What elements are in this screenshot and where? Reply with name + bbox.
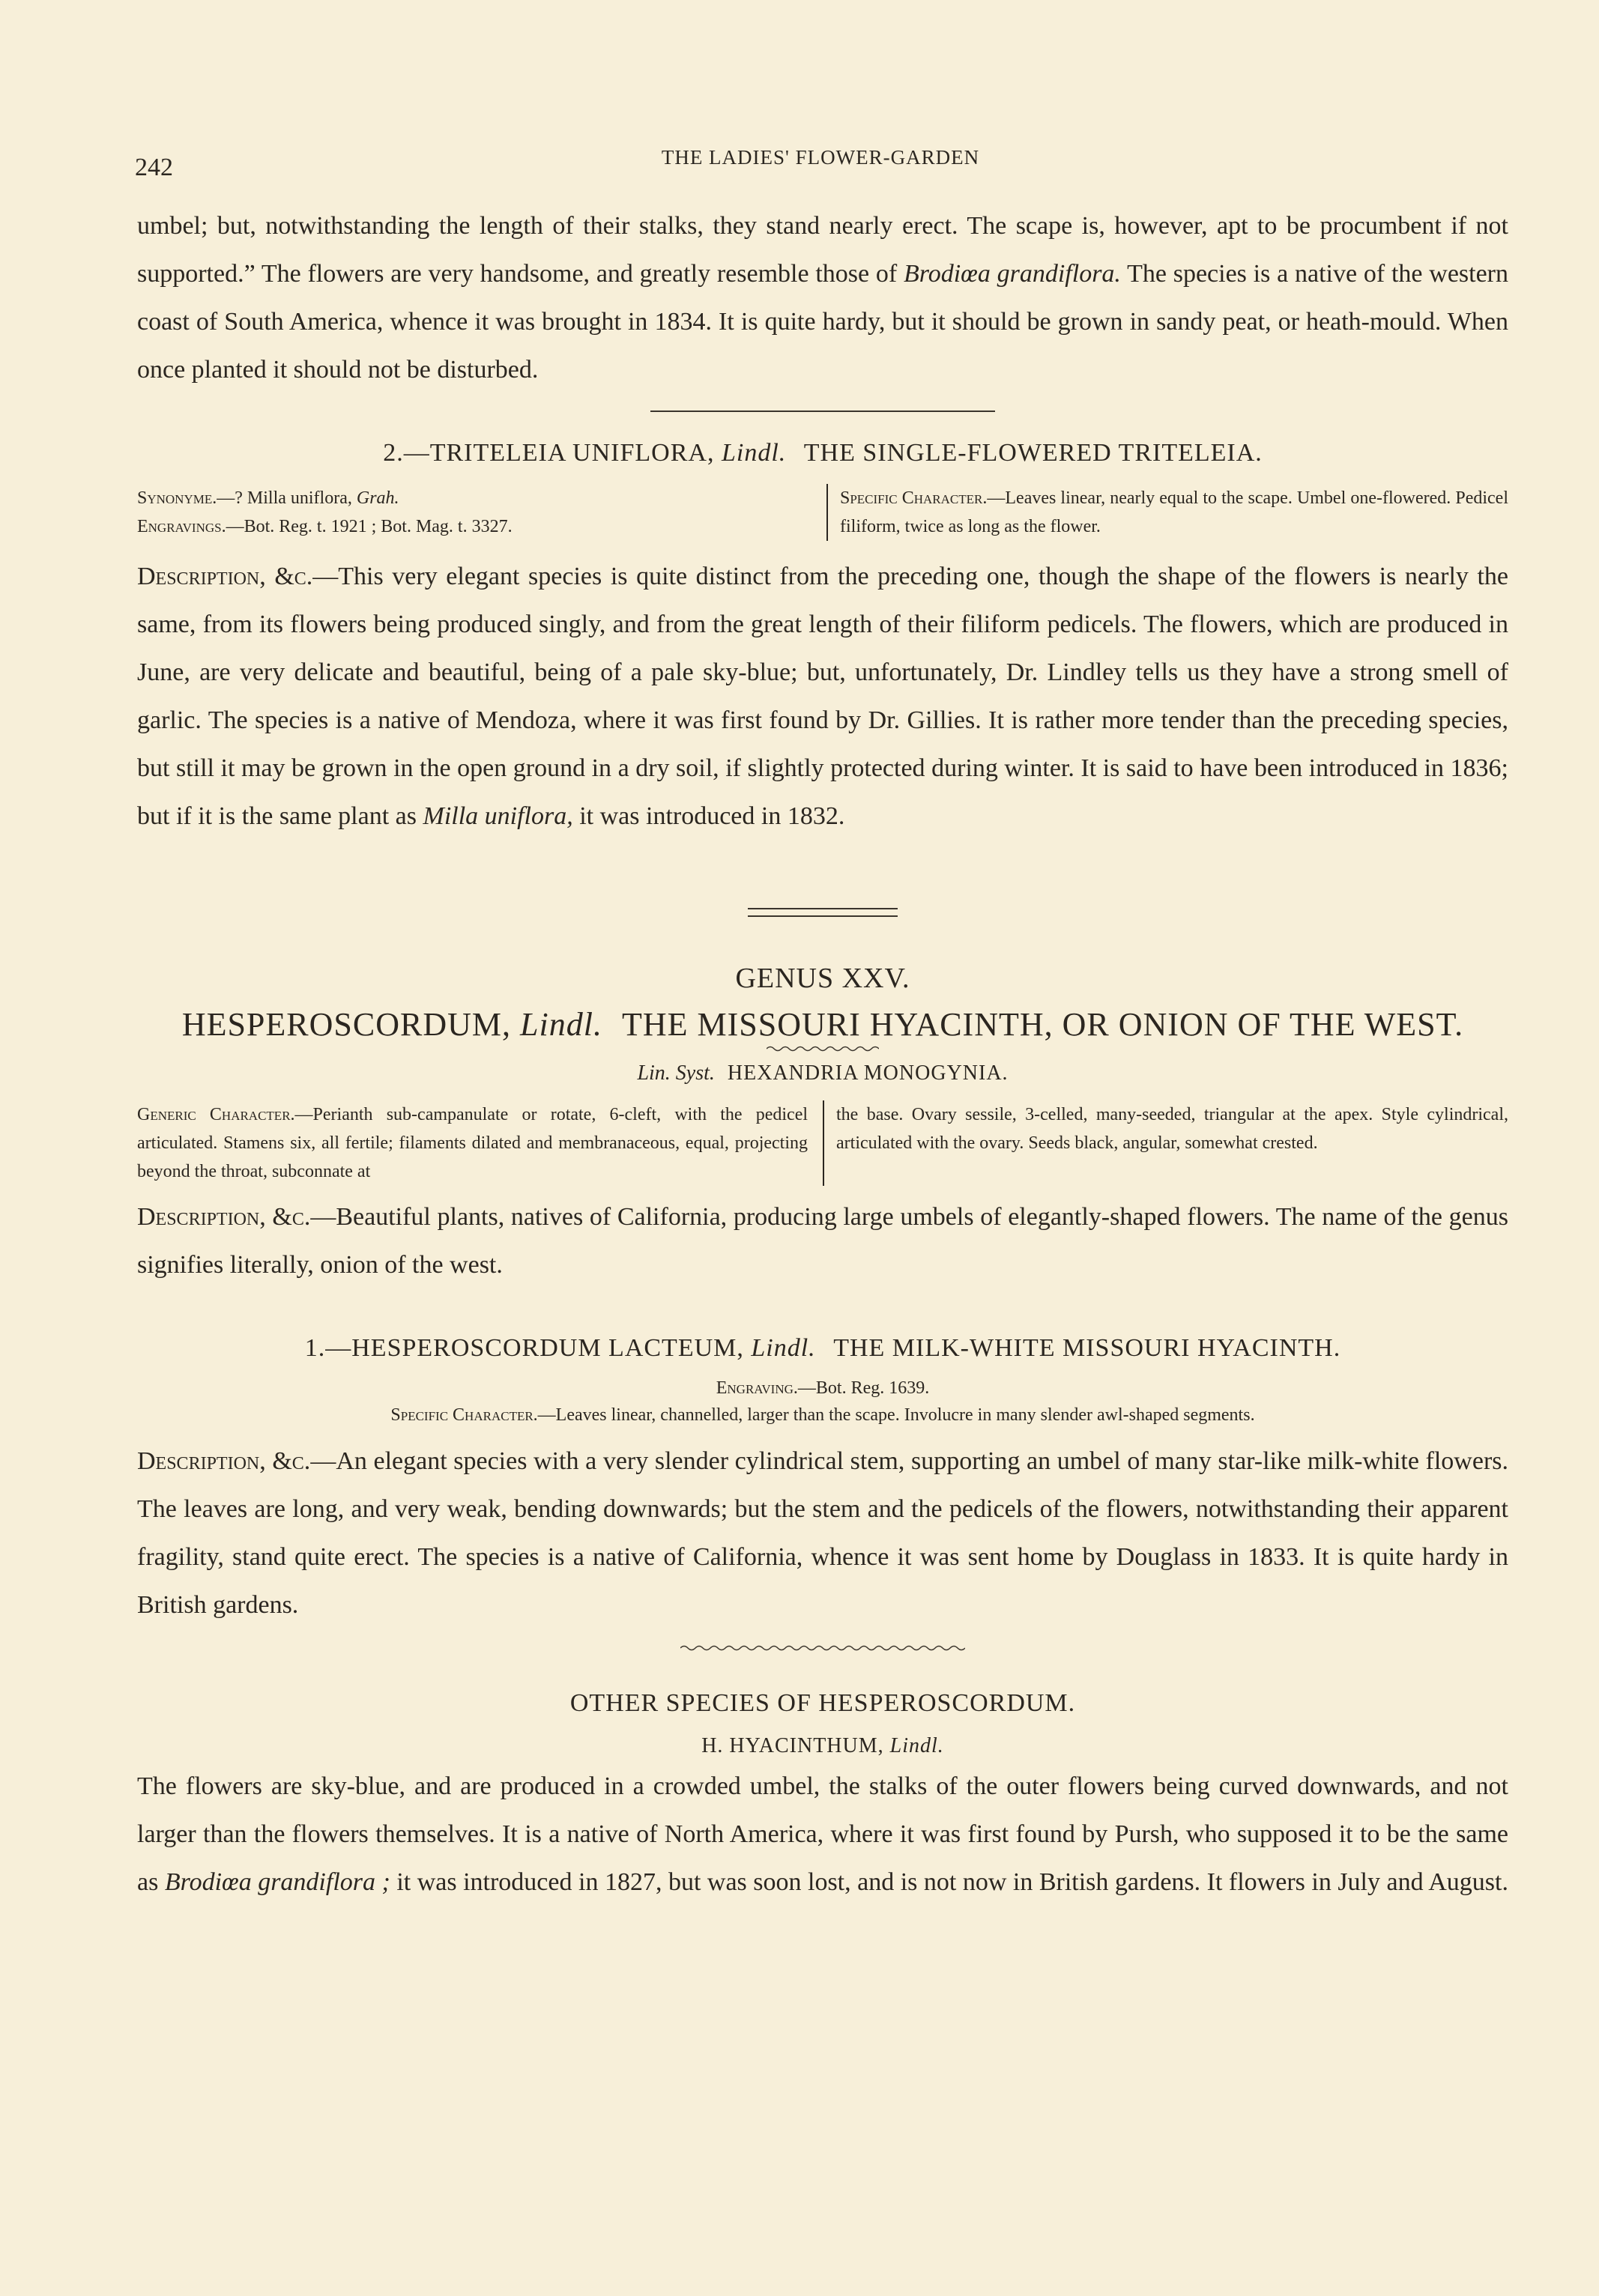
page-header bbox=[135, 146, 1506, 184]
page-number: 242 bbox=[135, 154, 173, 181]
section-divider bbox=[650, 411, 995, 412]
species1-title: 1.—HESPEROSCORDUM LACTEUM, Lindl. THE MILK-WHITE MISSOURI HYACINTH. bbox=[304, 1334, 1341, 1362]
engraving-line: Engraving.—Bot. Reg. 1639. bbox=[716, 1378, 930, 1398]
double-rule bbox=[748, 908, 898, 917]
engravings-line: Engravings.—Bot. Reg. t. 1921 ; Bot. Mag. t. 3327. bbox=[137, 517, 513, 536]
page-body bbox=[137, 202, 1508, 1906]
genus-title: HESPEROSCORDUM, Lindl. THE MISSOURI HYACINTH, OR ONION OF THE WEST. bbox=[181, 1006, 1464, 1043]
generic-character: Generic Character.—Perianth sub-campanulate or rotate, 6-cleft, with the pedicel articulated. Stamens six, all fertile; filaments dilated and membranaceous, equal, projecting beyond the throat, subconnate at the base. Ovary sessile, 3-celled, many-seeded, triangular at the apex. Style cylindrical, articulated with the ovary. Seeds black, angular, somewhat crested. bbox=[137, 1100, 1508, 1186]
wavy-ornament bbox=[767, 1045, 879, 1052]
linnaean-system: Lin. Syst. HEXANDRIA MONOGYNIA. bbox=[637, 1061, 1009, 1085]
other-species-heading: OTHER SPECIES OF HESPEROSCORDUM. bbox=[569, 1689, 1076, 1717]
running-title: THE LADIES' FLOWER-GARDEN bbox=[661, 146, 980, 169]
genus-label: GENUS XXV. bbox=[735, 963, 910, 994]
specific-character: Specific Character.—Leaves linear, nearly equal to the scape. Umbel one-flowered. Pedicel filiform, twice as long as the flower. bbox=[826, 484, 1508, 541]
wavy-divider bbox=[680, 1644, 965, 1652]
species2-description: Description, &c.—This very elegant species is quite distinct from the preceding one, though the shape of the flowers is nearly the same, from its flowers being produced singly, and from the great length of their filiform pedicels. The flowers, which are produced in June, are very delicate and beautiful, being of a pale sky-blue; but, unfortunately, Dr. Lindley tells us they have a strong smell of garlic. The species is a native of Mendoza, where it was first found by Dr. Gillies. It is rather more tender than the preceding species, but still it may be grown in the open ground in a dry soil, if slightly protected during winter. It is said to have been introduced in 1836; but if it is the same plant as Milla uniflora, it was introduced in 1832. bbox=[137, 563, 1509, 830]
species1-specific-character: Specific Character.—Leaves linear, channelled, larger than the scape. Involucre in many slender awl-shaped segments. bbox=[390, 1405, 1255, 1425]
other-species-subheading: H. HYACINTHUM, Lindl. bbox=[701, 1734, 944, 1757]
other-species-paragraph: The flowers are sky-blue, and are produced in a crowded umbel, the stalks of the outer flowers being curved downwards, and not larger than the flowers themselves. It is a native of North America, where it was first found by Pursh, who supposed it to be the same as Brodiœa grandiflora ; it was introduced in 1827, but was soon lost, and is not now in British gardens. It flowers in July and August. bbox=[137, 1772, 1508, 1896]
species2-title: 2.—TRITELEIA UNIFLORA, Lindl. THE SINGLE-FLOWERED TRITELEIA. bbox=[383, 439, 1263, 467]
species1-description: Description, &c.—An elegant species with a very slender cylindrical stem, supporting an umbel of many star-like milk-white flowers. The leaves are long, and very weak, bending downwards; but the stem and the pedicels of the flowers, notwithstanding their apparent fragility, stand quite erect. The species is a native of California, whence it was sent home by Douglass in 1833. It is quite hardy in British gardens. bbox=[137, 1447, 1509, 1619]
species2-characters bbox=[137, 484, 1508, 541]
intro-paragraph: umbel; but, notwithstanding the length of their stalks, they stand nearly erect. The scape is, however, apt to be procumbent if not supported.” The flowers are very handsome, and greatly resemble those of Brodiœa grandiflora. The species is a native of the western coast of South America, whence it was brought in 1834. It is quite hardy, but it should be grown in sandy peat, or heath-mould. When once planted it should not be disturbed. bbox=[137, 212, 1508, 384]
synonyme-line: Synonyme.—? Milla uniflora, Grah. bbox=[137, 488, 399, 508]
genus-description: Description, &c.—Beautiful plants, natives of California, producing large umbels of elegantly-shaped flowers. The name of the genus signifies literally, onion of the west. bbox=[137, 1203, 1508, 1279]
